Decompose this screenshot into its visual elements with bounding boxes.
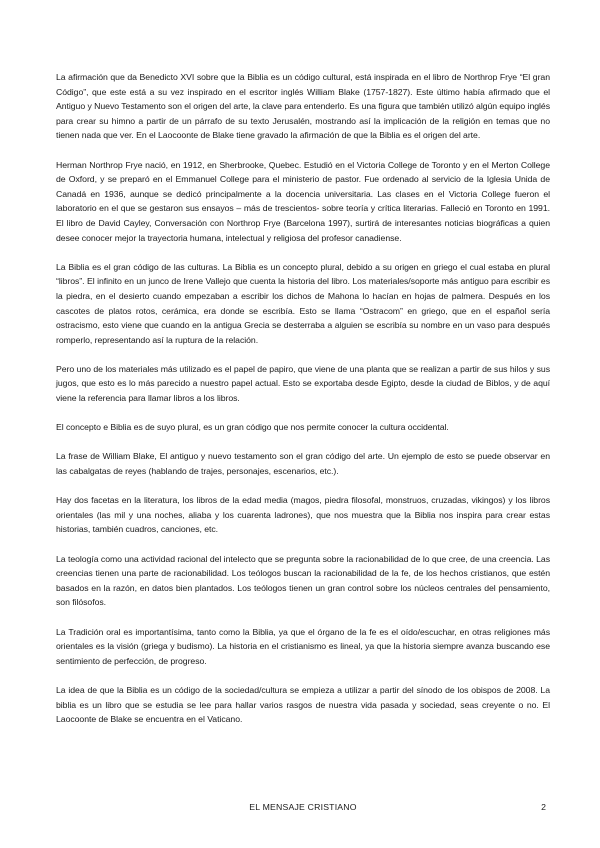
footer-title: EL MENSAJE CRISTIANO <box>249 802 357 812</box>
paragraph-facetas-literatura: Hay dos facetas en la literatura, los libros de la edad media (magos, piedra filosofal, monstruos, cruzadas, vikingos) y los libros orientales (las mil y una noches, aliaba y los cuarenta ladrones), que nos muestra que la Biblia nos inspira para crear estas historias, también cuadros, canciones, etc. <box>56 495 550 535</box>
page-number: 2 <box>541 802 546 812</box>
paragraph-concepto-plural: El concepto e Biblia es de suyo plural, es un gran código que nos permite conocer la cultura occidental. <box>56 422 449 433</box>
paragraph-frase-blake: La frase de William Blake, El antiguo y nuevo testamento son el gran código del arte. Un ejemplo de esto se puede observar en las cabalgatas de reyes (hablando de trajes, personajes, escenarios, etc.). <box>56 451 550 477</box>
paragraph-benedicto-blake: La afirmación que da Benedicto XVI sobre que la Biblia es un código cultural, está inspirada en el libro de Northrop Frye “El gran Código”, que este está a su vez inspirado en el escritor inglés William Blake (1757-1827). Este último había afirmado que el Antiguo y Nuevo Testamento son el origen del arte, la clave para entenderlo. Es una figura que también utilizó algún equipo inglés para crear su himno a partir de un párrafo de su texto Jerusalén, mostrando así la implicación de la religión en temas que no tienen nada que ver. En el Laocoonte de Blake tiene gravado la afirmación de que la Biblia es el origen del arte. <box>56 72 550 141</box>
paragraph-northrop-frye-bio: Herman Northrop Frye nació, en 1912, en Sherbrooke, Quebec. Estudió en el Victoria College de Toronto y en el Merton College de Oxford, y se preparó en el Emmanuel College para el ministerio de pastor. Fue ordenado al servicio de la Iglesia Unida de Canadá en 1936, aunque se dedicó principalmente a la docencia universitaria. Las clases en el Victoria College fueron el laboratorio en el que se gestaron sus ensayos – más de trescientos- sobre teoría y crítica literarias. Falleció en Toronto en 1991. El libro de David Cayley, Conversación con Northrop Frye (Barcelona 1997), surtirá de interesantes noticias biográficas a quien desee conocer mejor la trayectoria humana, intelectual y religiosa del profesor canadiense. <box>56 159 550 243</box>
paragraph-teologia: La teología como una actividad racional del intelecto que se pregunta sobre la racionabilidad de lo que cree, de una creencia. Las creencias tienen una parte de racionabilidad. Los teólogos buscan la racionabilidad de la fe, de los hechos cristianos, que estén basados en la razón, en datos bien plantados. Los teólogos tienen un gran control sobre los núcleos centrales del pensamiento, son filósofos. <box>56 553 550 608</box>
paragraph-papiro: Pero uno de los materiales más utilizado es el papel de papiro, que viene de una planta que se realizan a partir de sus hilos y sus jugos, que esto es lo más parecido a nuestro papel actual. Esto se exportaba desde Egipto, desde la ciudad de Biblos, y de aquí viene la referencia para llamar libros a los libros. <box>56 363 550 404</box>
document-body <box>56 70 550 741</box>
paragraph-tradicion-oral: La Tradición oral es importantísima, tanto como la Biblia, ya que el órgano de la fe es el oído/escuchar, en otras religiones más orientales es la visión (griega y budismo). La historia en el cristianismo es lineal, ya que la historia siempre avanza buscando ese sentimiento de perfección, de progreso. <box>56 626 550 666</box>
paragraph-biblia-codigo: La Biblia es el gran código de las culturas. La Biblia es un concepto plural, debido a su origen en griego el cual estaba en plural “libros”. El infinito en un junco de Irene Vallejo que cuenta la historia del libro. Los materiales/soporte más antiguo para escribir es la piedra, en el desierto cuando empezaban a escribir los dichos de Mahona lo hacían en hojas de palmera. Después en los cascotes de platos rotos, cerámica, era donde se escribía. Esto se llama “Ostracom” en griego, que en el español sería ostracismo, esto viene que cuando en la antigua Grecia se desterraba a alguien se escribía su nombre en un vaso para después romperlo, representando así la ruptura de la relación. <box>56 261 550 345</box>
paragraph-sinodo-obispos: La idea de que la Biblia es un código de la sociedad/cultura se empieza a utilizar a partir del sínodo de los obispos de 2008. La biblia es un libro que se estudia se lee para hallar varios rasgos de nuestra vida pasada y sociedad, seas creyente o no. El Laocoonte de Blake se encuentra en el Vaticano. <box>56 684 550 725</box>
page-footer <box>56 800 550 814</box>
